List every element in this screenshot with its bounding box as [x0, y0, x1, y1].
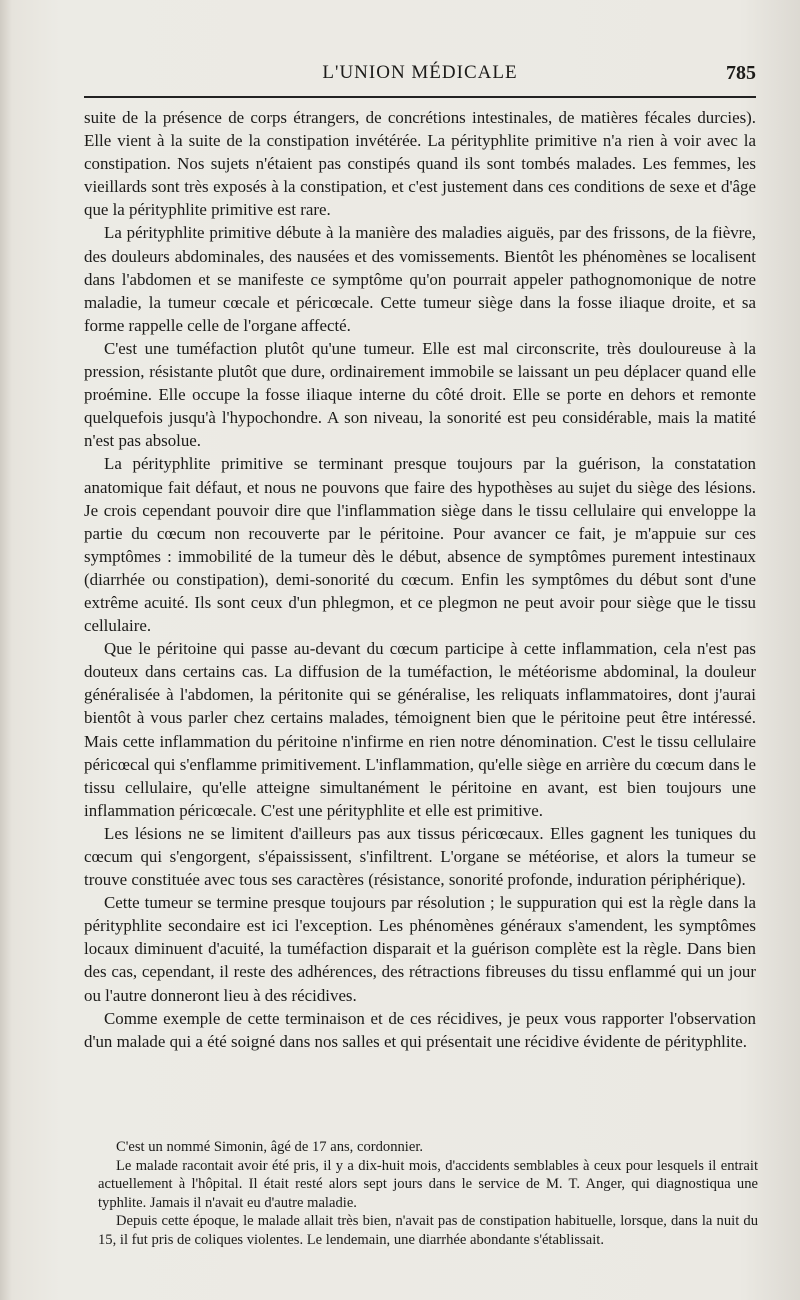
case-note: Le malade racontait avoir été pris, il y a dix-huit mois, d'accidents semblables à ceux pour lesquels il entrait actuellement à l'hôpital. Il était resté alors sept jours dans le service de M. T. Anger, qui diagnostiqua une typhlite. Jamais il n'avait eu d'autre maladie. — [98, 1157, 758, 1211]
page-header — [84, 62, 756, 92]
paragraph: Les lésions ne se limitent d'ailleurs pas aux tissus péricœcaux. Elles gagnent les tuniques du cœcum qui s'engorgent, s'épaississent, s'infiltrent. L'organe se météorise, et alors la tumeur se trouve constituée avec tous ses caractères (résistance, sonorité profonde, induration périphérique). — [84, 823, 756, 890]
paragraph: Cette tumeur se termine presque toujours par résolution ; le suppuration qui est la règle dans la pérityphlite secondaire est ici l'exception. Les phénomènes généraux s'amendent, les symptômes locaux diminuent d'acuité, la tuméfaction disparait et la guérison complète est la règle. Dans bien des cas, cependant, il reste des adhérences, des rétractions fibreuses du tissu enflammé qui un jour ou l'autre donneront lieu à des récidives. — [84, 893, 756, 1005]
case-notes — [98, 1138, 758, 1250]
paragraph: Comme exemple de cette terminaison et de ces récidives, je peux vous rapporter l'observation d'un malade qui a été soigné dans nos salles et qui présentait une récidive évidente de pérityphlite. — [84, 1008, 756, 1051]
paragraph: La pérityphlite primitive débute à la manière des maladies aiguës, par des frissons, de la fièvre, des douleurs abdominales, des nausées et des vomissements. Bientôt les phénomènes se localisent dans l'abdomen et se manifeste ce symptôme qu'on pourrait appeler pathognomonique de notre maladie, la tumeur cœcale et péricœcale. Cette tumeur siège dans la fosse iliaque droite, et sa forme rappelle celle de l'organe affecté. — [84, 223, 756, 335]
case-note: C'est un nommé Simonin, âgé de 17 ans, cordonnier. — [116, 1139, 424, 1155]
paragraph: C'est une tuméfaction plutôt qu'une tumeur. Elle est mal circonscrite, très douloureuse à la pression, résistante plutôt que dure, ordinairement immobile se laissant un peu déplacer quand elle proémine. Elle occupe la fosse iliaque interne du côté droit. Elle se porte en dehors et remonte quelquefois jusqu'à l'hypochondre. A son niveau, la sonorité est peu considérable, mais la matité n'est pas absolue. — [84, 338, 756, 451]
body-text — [84, 106, 756, 1053]
case-note: Depuis cette époque, le malade allait très bien, n'avait pas de constipation habituelle, lorsque, dans la nuit du 15, il fut pris de coliques violentes. Le lendemain, une diarrhée abondante s'établissait. — [98, 1213, 758, 1248]
header-rule — [84, 96, 756, 98]
paragraph: La pérityphlite primitive se terminant presque toujours par la guérison, la constatation anatomique fait défaut, et nous ne pouvons que faire des hypothèses au sujet du siège des lésions. Je crois cependant pouvoir dire que l'inflammation siège dans le tissu cellulaire qui enveloppe la partie du cœcum non recouverte par le péritoine. Pour avancer ce fait, je m'appuie sur ces symptômes : immobilité de la tumeur dès le début, absence de symptômes purement intestinaux (diarrhée ou constipation), demi-sonorité du cœcum. Enfin les symptômes du début sont d'une extrême acuité. Ils sont ceux d'un phlegmon, et ce plegmon ne peut avoir pour siège que le tissu cellulaire. — [84, 454, 756, 636]
paragraph: suite de la présence de corps étrangers, de concrétions intestinales, de matières fécales durcies). Elle vient à la suite de la constipation invétérée. La pérityphlite primitive n'a rien à voir avec la constipation. Nos sujets n'étaient pas constipés quand ils sont tombés malades. Les femmes, les vieillards sont très exposés à la constipation, et c'est justement dans ces conditions de sexe et d'âge que la pérityphlite primitive est rare. — [84, 108, 756, 220]
running-title: L'UNION MÉDICALE — [322, 62, 518, 83]
page-number: 785 — [726, 62, 756, 84]
paragraph: Que le péritoine qui passe au-devant du cœcum participe à cette inflammation, cela n'est pas douteux dans certains cas. La diffusion de la tuméfaction, le météorisme abdominal, la douleur généralisée à l'abdomen, la péritonite qui se généralise, les reliquats inflammatoires, dont j'aurai bientôt à vous parler chez certains malades, témoignent bien que le péritoine peut être intéressé. Mais cette inflammation du péritoine n'infirme en rien notre dénomination. C'est le tissu cellulaire péricœcal qui s'enflamme primitivement. L'inflammation, qu'elle siège en arrière du cœcum dans le tissu cellulaire, qu'elle atteigne simultanément le péritoine en avant, est bien toujours une inflammation péricœcale. C'est une pérityphlite et elle est primitive. — [84, 639, 756, 820]
